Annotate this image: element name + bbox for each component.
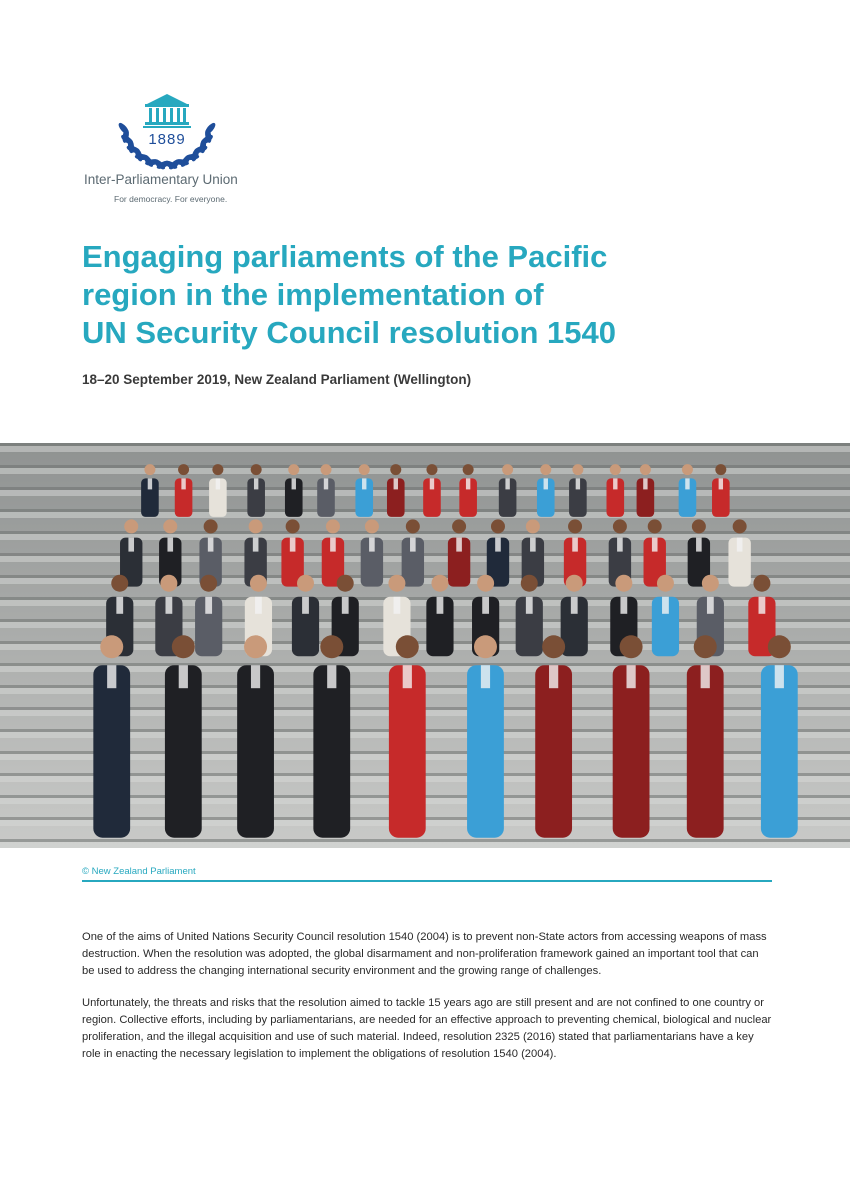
divider xyxy=(82,880,772,882)
ipu-emblem-icon xyxy=(114,68,220,174)
group-photo-illustration xyxy=(0,443,850,848)
group-photo xyxy=(0,443,850,848)
organization-name: Inter-Parliamentary Union xyxy=(84,172,238,187)
organization-tagline: For democracy. For everyone. xyxy=(114,194,228,204)
title-line: Engaging parliaments of the Pacific xyxy=(82,239,608,274)
emblem-year: 1889 xyxy=(148,131,186,148)
title-line: region in the implementation of xyxy=(82,277,544,312)
page-title xyxy=(82,238,802,352)
title-line: UN Security Council resolution 1540 xyxy=(82,315,617,350)
body-text xyxy=(82,929,772,1078)
photo-credit: © New Zealand Parliament xyxy=(82,866,196,877)
paragraph: One of the aims of United Nations Security Council resolution 1540 (2004) is to prevent non-State actors from accessing weapons of mass destruction. When the resolution was adopted, the global disarmament and non-proliferation framework gained an important tool that can be used to address the changing international security environment and the growing range of challenges. xyxy=(82,931,767,977)
event-date-location: 18–20 September 2019, New Zealand Parliament (Wellington) xyxy=(82,372,472,387)
paragraph: Unfortunately, the threats and risks that the resolution aimed to tackle 15 years ago are still present and are not confined to one country or region. Collective efforts, including by parliamentarians, are needed for an effective approach to preventing chemical, biological and nuclear proliferation, and the illegal acquisition and use of such material. Indeed, resolution 2325 (2016) stated that parliamentarians have a key role in enacting the necessary legislation to implement the obligations of resolution 1540 (2004). xyxy=(82,997,772,1060)
